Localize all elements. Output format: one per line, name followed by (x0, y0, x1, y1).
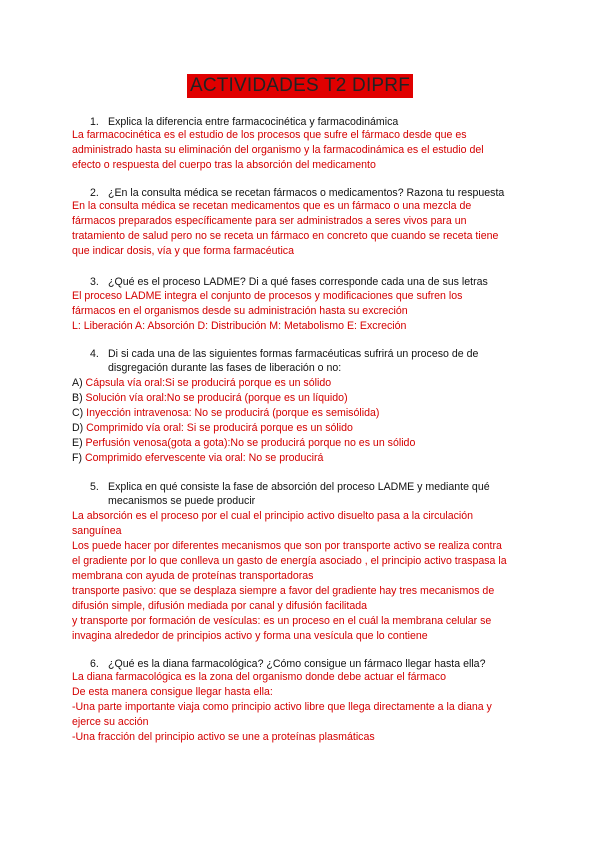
answer-3 (72, 289, 532, 334)
answer-line: De esta manera consigue llegar hasta ella: (72, 686, 273, 698)
question-number: 2. (90, 187, 99, 199)
answer-line: fármacos preparados específicamente para ser administrados a seres vivos para un (72, 215, 467, 227)
question-text: ¿Qué es la diana farmacológica? ¿Cómo consigue un fármaco llegar hasta ella? (108, 658, 486, 670)
answer-line: membrana con ayuda de proteínas transportadoras (72, 570, 314, 582)
question-text-line: mecanismos se puede producir (108, 495, 256, 507)
answer-line: La diana farmacológica es la zona del organismo donde debe actuar el fármaco (72, 671, 446, 683)
answer-line: tratamiento de salud pero no se receta un fármaco en concreto que cuando se receta tiene (72, 230, 499, 242)
option-c: C) Inyección intravenosa: No se producirá (porque es semisólida) (72, 407, 380, 419)
answer-line: invagina alrededor de principios activo y forma una vesícula que lo contiene (72, 630, 428, 642)
answer-line: ejerce su acción (72, 716, 149, 728)
answer-line: En la consulta médica se recetan medicamentos que es un fármaco o una mezcla de (72, 200, 472, 212)
question-number: 1. (90, 116, 99, 128)
question-number: 6. (90, 658, 99, 670)
answer-line: fármacos en el organismos desde su administración hasta su excreción (72, 305, 408, 317)
answer-line: difusión simple, difusión mediada por canal y difusión facilitada (72, 600, 368, 612)
answer-line: La absorción es el proceso por el cual el principio activo disuelto pasa a la circulación (72, 510, 474, 522)
question-text-line: Di si cada una de las siguientes formas farmacéuticas sufrirá un proceso de de (108, 348, 479, 360)
answer-line: -Una parte importante viaja como principio activo libre que llega directamente a la diana y (72, 701, 492, 713)
option-d: D) Comprimido vía oral: Si se producirá porque es un sólido (72, 422, 353, 434)
document-title: ACTIVIDADES T2 DIPRF (187, 74, 413, 98)
answer-line: Los puede hacer por diferentes mecanismos que son por transporte activo se realiza contra (72, 540, 502, 552)
option-b: B) Solución vía oral:No se producirá (porque es un líquido) (72, 392, 348, 404)
question-text (108, 347, 528, 375)
answer-line: y transporte por formación de vesículas: es un proceso en el cuál la membrana celular se (72, 615, 492, 627)
answer-line: el gradiente por lo que conlleva un gasto de energía asociado , el principio activo traspasa la (72, 555, 507, 567)
option-f: F) Comprimido efervescente via oral: No se producirá (72, 452, 324, 464)
answer-5 (72, 509, 532, 644)
question-text (108, 480, 528, 508)
question-text: Explica la diferencia entre farmacocinética y farmacodinámica (108, 116, 399, 128)
option-a: A) Cápsula vía oral:Si se producirá porque es un sólido (72, 377, 332, 389)
answer-2 (72, 199, 532, 259)
answer-line: efecto o respuesta del cuerpo tras la absorción del medicamento (72, 159, 376, 171)
answer-line: administrado hasta su eliminación del organismo y la farmacodinámica es el estudio del (72, 144, 484, 156)
answer-line: El proceso LADME integra el conjunto de procesos y modificaciones que sufren los (72, 290, 463, 302)
question-text: ¿En la consulta médica se recetan fármacos o medicamentos? Razona tu respuesta (108, 187, 505, 199)
answer-line: -Una fracción del principio activo se une a proteínas plasmáticas (72, 731, 375, 743)
answer-line: La farmacocinética es el estudio de los procesos que sufre el fármaco desde que es (72, 129, 467, 141)
answer-line: sanguínea (72, 525, 122, 537)
answer-line: transporte pasivo: que se desplaza siempre a favor del gradiente hay tres mecanismos de (72, 585, 495, 597)
answer-line: que indicar dosis, vía y que forma farmacéutica (72, 245, 294, 257)
answer-line: L: Liberación A: Absorción D: Distribución M: Metabolismo E: Excreción (72, 320, 407, 332)
answer-4-options (72, 376, 532, 466)
answer-1 (72, 128, 532, 173)
question-number: 4. (90, 348, 99, 360)
question-number: 3. (90, 276, 99, 288)
option-e: E) Perfusión venosa(gota a gota):No se producirá porque no es un sólido (72, 437, 416, 449)
question-text-line: Explica en qué consiste la fase de absorción del proceso LADME y mediante qué (108, 481, 490, 493)
question-number: 5. (90, 481, 99, 493)
question-text: ¿Qué es el proceso LADME? Di a qué fases corresponde cada una de sus letras (108, 276, 488, 288)
question-text-line: disgregación durante las fases de liberación o no: (108, 362, 342, 374)
answer-6 (72, 670, 532, 745)
